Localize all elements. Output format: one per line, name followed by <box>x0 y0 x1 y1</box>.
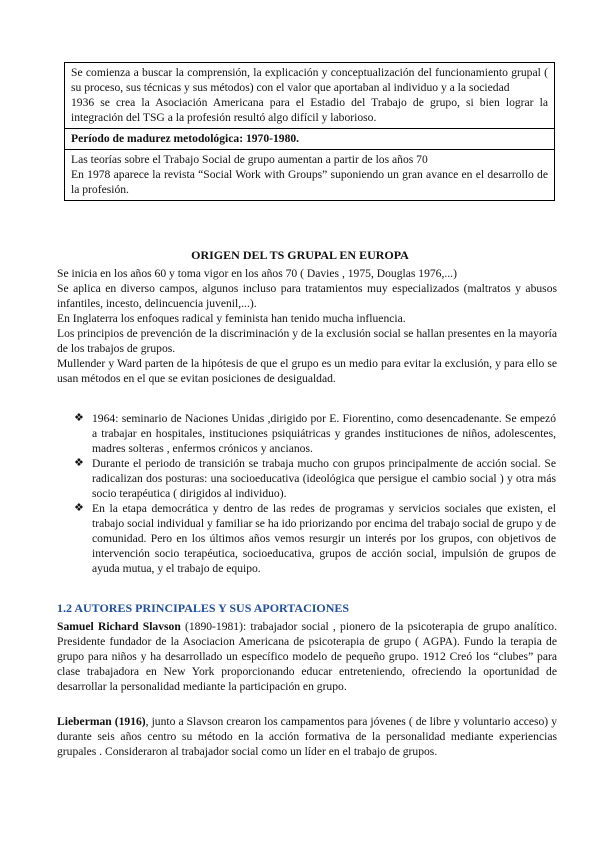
table-cell-theories <box>65 149 554 200</box>
table-cell-origins <box>65 63 554 128</box>
paragraph: Los principios de prevención de la discriminación y de la exclusión social se hallan presentes en la mayoría de los trabajos de grupos. <box>57 327 557 355</box>
diamond-bullet-icon: ❖ <box>74 457 84 469</box>
diamond-bullet-icon: ❖ <box>74 412 84 424</box>
table-cell-text: Se comienza a buscar la comprensión, la explicación y conceptualización del funcionamiento grupal ( su proceso, sus técnicas y sus métodos) con el valor que aportaban al individuo y a la sociedad <box>71 66 548 94</box>
list-item-text: 1964: seminario de Naciones Unidas ,dirigido por E. Fiorentino, como desencadenante. Se empezó a trabajar en hospitales, instituciones psiquiátricas y grandes instituciones de niños, adolescentes, madres solteras , enfermos crónicos y ancianos. <box>92 412 556 455</box>
author-lieberman <box>57 714 557 759</box>
table-cell-text: En 1978 aparece la revista “Social Work with Groups” suponiendo un gran avance en el desarrollo de la profesión. <box>71 168 548 196</box>
table-cell-period-heading <box>65 128 554 149</box>
table-cell-text: 1936 se crea la Asociación Americana para el Estadio del Trabajo de grupo, si bien lograr la integración del TSG a la profesión resultó algo difícil y laborioso. <box>71 96 548 124</box>
period-heading: Período de madurez metodológica: 1970-1980. <box>71 132 300 145</box>
list-item-text: Durante el periodo de transición se trabaja mucho con grupos principalmente de acción social. Se radicalizan dos posturas: una socioeducativa (ideológica que persigue el cambio social ) y otra más socio terapéutica ( dirigidos al individuo). <box>92 457 556 500</box>
table-cell-text: Las teorías sobre el Trabajo Social de grupo aumentan a partir de los años 70 <box>71 153 428 166</box>
section-title: ORIGEN DEL TS GRUPAL EN EUROPA <box>191 248 409 262</box>
author-description: , junto a Slavson crearon los campamentos para jóvenes ( de libre y voluntario acceso) y durante seis años centro su método en la acción formativa de la personalidad mediante experiencias grupales . Consideraron al trabajador social como un líder en el trabajo de grupos. <box>57 715 557 758</box>
list-item <box>74 456 556 501</box>
list-item <box>74 411 556 456</box>
author-name: Samuel Richard Slavson <box>57 620 181 633</box>
diamond-bullet-icon: ❖ <box>74 502 84 514</box>
history-table <box>64 62 555 201</box>
paragraph: En Inglaterra los enfoques radical y feminista han tenido mucha influencia. <box>57 312 406 325</box>
author-name: Lieberman (1916) <box>57 715 146 728</box>
europe-paragraphs <box>57 266 557 386</box>
bullet-list <box>74 411 556 576</box>
paragraph: Mullender y Ward parten de la hipótesis de que el grupo es un medio para evitar la exclusión, y para ello se usan métodos en el que se evitan posiciones de desigualdad. <box>57 357 557 385</box>
paragraph: Se aplica en diverso campos, algunos incluso para tratamientos muy especializados (maltratos y abusos infantiles, incesto, delincuencia juvenil,...). <box>57 282 557 310</box>
author-slavson <box>57 619 557 694</box>
author-description: (1890-1981): trabajador social , pionero de la psicoterapia de grupo analítico. Presidente fundador de la Asociacion Americana de psicoterapia de grupo ( AGPA). Fundo la terapia de grupo para niños y ha desarrollado un específico modelo de pequeño grupo. 1912 Creó los “clubes” para clase trabajadora en New York proporcionando educar entreteniendo, ofreciendo la oportunidad de desarrollar la personalidad mediante la participación en grupo. <box>57 620 557 693</box>
list-item-text: En la etapa democrática y dentro de las redes de programas y servicios sociales que existen, el trabajo social individual y familiar se ha ido priorizando por encima del trabajo social de grupo y de comunidad. Pero en los últimos años vemos resurgir un interés por los grupos, con objetivos de intervención socio terapéutica, socioeducativa, grupos de acción social, impulsión de grupos de ayuda mutua, y el trabajo de equipo. <box>92 502 556 575</box>
list-item <box>74 501 556 576</box>
section-heading-authors: 1.2 AUTORES PRINCIPALES Y SUS APORTACIONES <box>57 601 350 615</box>
paragraph: Se inicia en los años 60 y toma vigor en los años 70 ( Davies , 1975, Douglas 1976,...) <box>57 267 457 280</box>
